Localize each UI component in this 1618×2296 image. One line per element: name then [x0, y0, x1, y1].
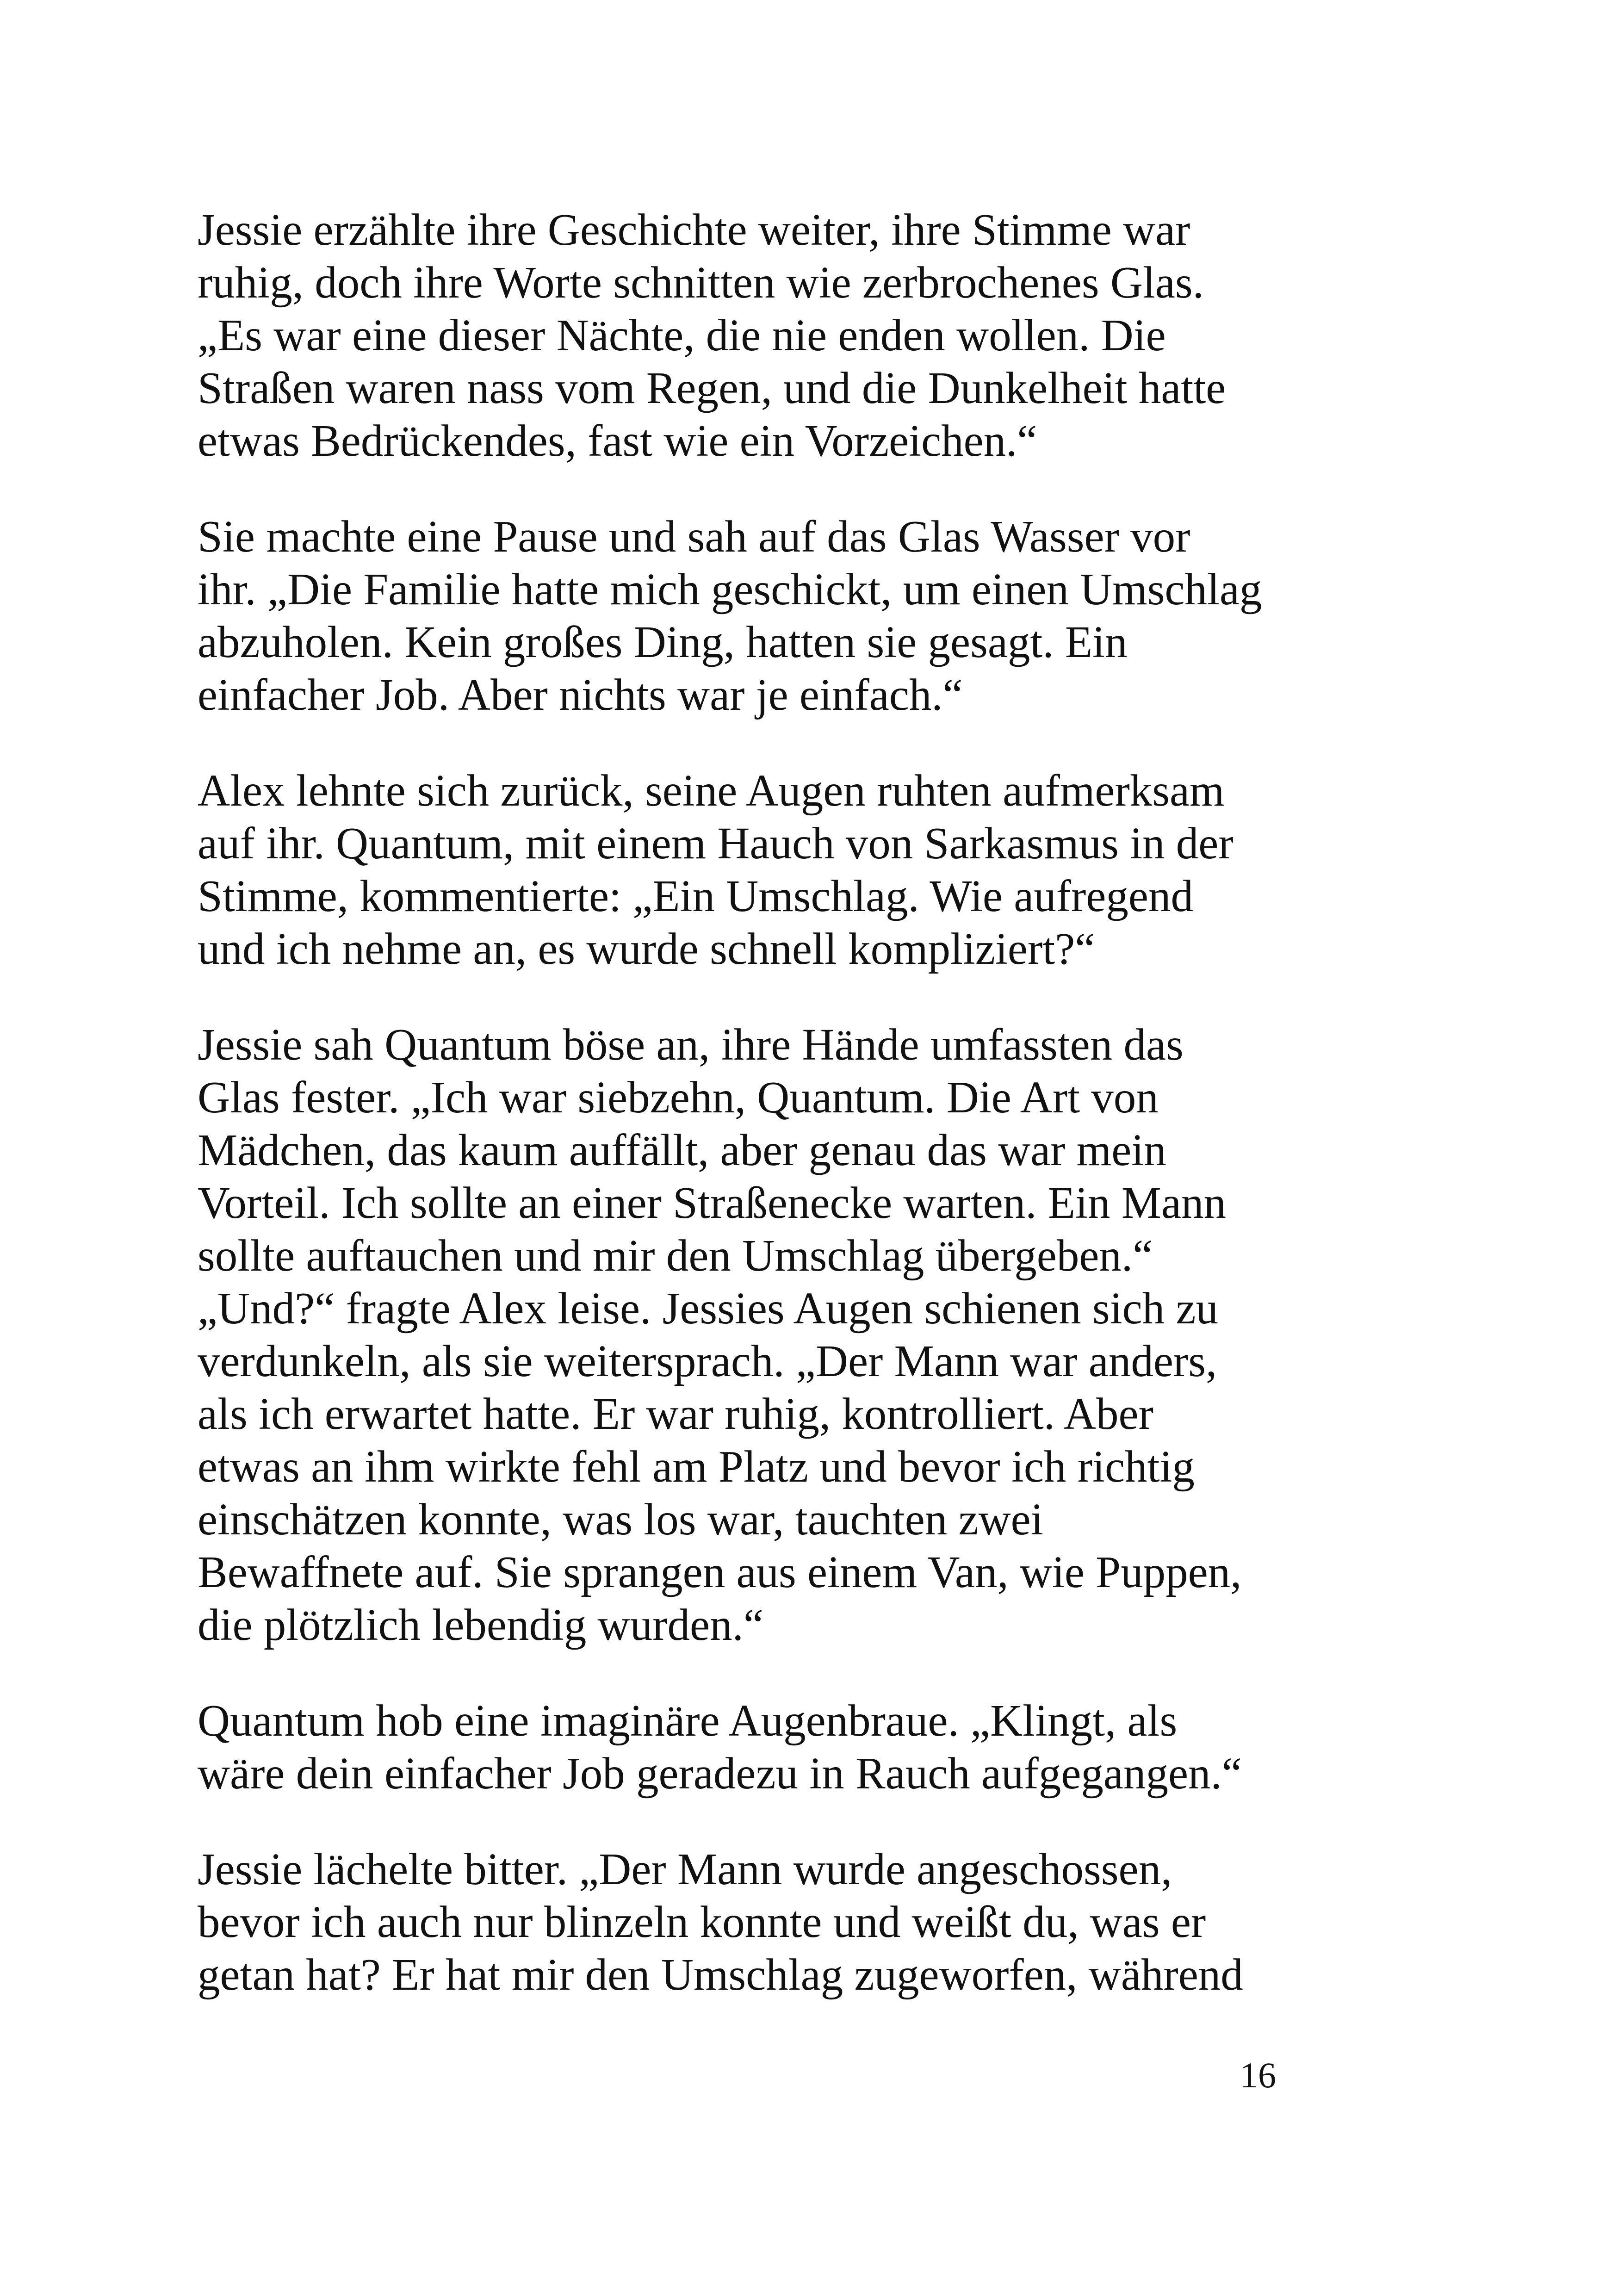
- paragraph-4: [198, 1018, 1438, 1651]
- text-line: Alex lehnte sich zurück, seine Augen ruhten aufmerksam: [198, 766, 1225, 815]
- text-line: etwas Bedrückendes, fast wie ein Vorzeichen.“: [198, 416, 1037, 465]
- text-line: Jessie sah Quantum böse an, ihre Hände umfassten das: [198, 1020, 1184, 1069]
- text-line: als ich erwartet hatte. Er war ruhig, kontrolliert. Aber: [198, 1389, 1153, 1439]
- paragraph-5: [198, 1694, 1438, 1800]
- text-line: wäre dein einfacher Job geradezu in Rauch aufgegangen.“: [198, 1749, 1242, 1798]
- text-line: Sie machte eine Pause und sah auf das Glas Wasser vor: [198, 512, 1190, 561]
- text-line: Mädchen, das kaum auffällt, aber genau das war mein: [198, 1125, 1166, 1175]
- text-line: Glas fester. „Ich war siebzehn, Quantum. Die Art von: [198, 1073, 1159, 1122]
- text-line: einschätzen konnte, was los war, tauchten zwei: [198, 1495, 1043, 1544]
- paragraph-6: [198, 1843, 1438, 2001]
- paragraph-2: [198, 510, 1438, 721]
- text-line: Vorteil. Ich sollte an einer Straßenecke warten. Ein Mann: [198, 1178, 1227, 1228]
- text-line: verdunkeln, als sie weitersprach. „Der Mann war anders,: [198, 1336, 1217, 1386]
- text-line: Stimme, kommentierte: „Ein Umschlag. Wie aufregend: [198, 871, 1193, 921]
- text-line: Straßen waren nass vom Regen, und die Dunkelheit hatte: [198, 363, 1226, 413]
- text-line: etwas an ihm wirkte fehl am Platz und bevor ich richtig: [198, 1442, 1195, 1491]
- text-line: auf ihr. Quantum, mit einem Hauch von Sarkasmus in der: [198, 819, 1234, 868]
- text-line: Jessie erzählte ihre Geschichte weiter, ihre Stimme war: [198, 205, 1190, 254]
- text-line: die plötzlich lebendig wurden.“: [198, 1600, 763, 1650]
- text-line: Bewaffnete auf. Sie sprangen aus einem Van, wie Puppen,: [198, 1547, 1242, 1597]
- text-line: abzuholen. Kein großes Ding, hatten sie gesagt. Ein: [198, 617, 1128, 667]
- text-line: ihr. „Die Familie hatte mich geschickt, um einen Umschlag: [198, 565, 1262, 614]
- text-line: Jessie lächelte bitter. „Der Mann wurde angeschossen,: [198, 1844, 1172, 1894]
- text-line: ruhig, doch ihre Worte schnitten wie zerbrochenes Glas.: [198, 258, 1204, 307]
- text-line: einfacher Job. Aber nichts war je einfach.“: [198, 670, 963, 720]
- text-line: und ich nehme an, es wurde schnell kompliziert?“: [198, 924, 1095, 974]
- text-line: sollte auftauchen und mir den Umschlag übergeben.“: [198, 1231, 1153, 1280]
- body-text: [198, 204, 1438, 2044]
- text-line: Quantum hob eine imaginäre Augenbraue. „Klingt, als: [198, 1696, 1178, 1745]
- paragraph-1: [198, 204, 1438, 467]
- page-number: 16: [1240, 2055, 1276, 2095]
- text-line: getan hat? Er hat mir den Umschlag zugeworfen, während: [198, 1950, 1243, 1999]
- text-line: bevor ich auch nur blinzeln konnte und weißt du, was er: [198, 1897, 1206, 1947]
- text-line: „Es war eine dieser Nächte, die nie enden wollen. Die: [198, 310, 1166, 360]
- text-line: „Und?“ fragte Alex leise. Jessies Augen schienen sich zu: [198, 1284, 1219, 1333]
- paragraph-3: [198, 764, 1438, 975]
